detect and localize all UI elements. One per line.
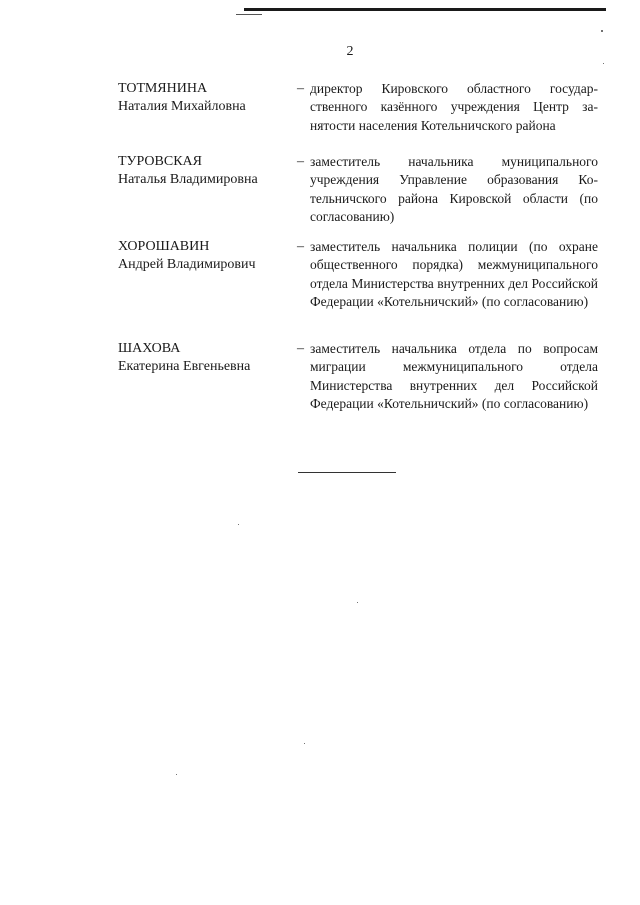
entry-given-names: Екатерина Евгеньевна [118,359,251,374]
entry-surname: ХОРОШАВИН [118,239,210,254]
entry-dash: – [297,239,304,254]
end-of-list-rule [298,472,396,473]
scan-speck [357,602,358,603]
entry-given-names: Наталия Михайловна [118,99,246,114]
scan-speck [601,30,603,32]
entry-description: директор Кировского областного государственного казённого учреждения Центр занятости населения Котельничского района [310,81,598,133]
entry-given-names: Наталья Владимировна [118,172,258,187]
entry-given-names: Андрей Владимирович [118,257,256,272]
entry-surname: ТУРОВСКАЯ [118,154,202,169]
entry-dash: – [297,81,304,96]
entry-dash: – [297,154,304,169]
scan-speck [304,743,305,744]
page-number: 2 [346,44,354,59]
entry-dash: – [297,341,304,356]
scan-speck [176,774,177,775]
entry-surname: ШАХОВА [118,341,181,356]
scan-speck [603,63,604,64]
entry-surname: ТОТМЯНИНА [118,81,208,96]
entry-description: заместитель начальника муниципального учреждения Управление образования Котельничского района Кировской области (по согласованию) [310,154,598,224]
entry-description: заместитель начальника отдела по вопросам миграции межмуниципального отдела Министерства внутренних дел Российской Федерации «Котельничский» (по согласованию) [310,341,598,411]
scan-speck [238,524,239,525]
entry-description: заместитель начальника полиции (по охране общественного порядка) межмуниципального отдела Министерства внутренних дел Российской Федерации «Котельничский» (по согласованию) [310,239,598,309]
top-scan-rule [244,8,606,11]
top-scan-rule-thin [236,14,262,15]
